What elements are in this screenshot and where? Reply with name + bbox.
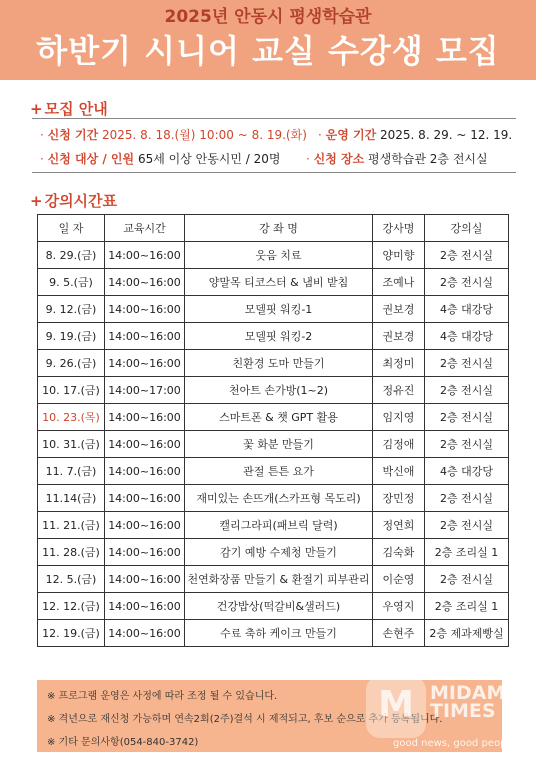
notice-line: ※ 프로그램 운영은 사정에 따라 조정 될 수 있습니다.: [47, 691, 278, 702]
cell-room: 2층 전시실: [425, 404, 509, 431]
cell-instructor: 정유진: [373, 377, 425, 404]
cell-date: 11. 21.(금): [38, 512, 105, 539]
plus-icon: +: [30, 192, 43, 210]
cell-time: 14:00~16:00: [105, 458, 185, 485]
cell-time: 14:00~16:00: [105, 269, 185, 296]
cell-course: 감기 예방 수제청 만들기: [185, 539, 373, 566]
header-banner: [0, 0, 536, 80]
schedule-section-title: + 강의시간표: [30, 192, 118, 210]
cell-time: 14:00~16:00: [105, 593, 185, 620]
recruit-divider-top: [32, 118, 516, 119]
target-label: 신청 대상 / 인원: [47, 152, 135, 166]
cell-date: 12. 19.(금): [38, 620, 105, 647]
cell-instructor: 우영지: [373, 593, 425, 620]
header-time: 교육시간: [105, 215, 185, 242]
cell-room: 4층 대강당: [425, 458, 509, 485]
header-instructor: 강사명: [373, 215, 425, 242]
place-info: · 신청 장소 평생학습관 2층 전시실: [306, 152, 488, 166]
cell-instructor: 정연희: [373, 512, 425, 539]
cell-room: 2층 전시실: [425, 512, 509, 539]
cell-instructor: 권보경: [373, 296, 425, 323]
cell-instructor: 손현주: [373, 620, 425, 647]
notice-line: ※ 기타 문의사항(054-840-3742): [47, 737, 199, 748]
period-label: 신청 기간: [47, 128, 99, 142]
cell-instructor: 임지영: [373, 404, 425, 431]
table-row: [38, 377, 509, 404]
table-row: [38, 269, 509, 296]
cell-course: 꽃 화분 만들기: [185, 431, 373, 458]
cell-date: 8. 29.(금): [38, 242, 105, 269]
table-row: [38, 593, 509, 620]
period-info: · 신청 기간 2025. 8. 18.(월) 10:00 ~ 8. 19.(화): [40, 128, 307, 142]
cell-room: 2층 전시실: [425, 242, 509, 269]
cell-date: 11.14(금): [38, 485, 105, 512]
cell-time: 14:00~16:00: [105, 350, 185, 377]
recruit-section-title: + 모집 안내: [30, 100, 108, 118]
ops-value: 2025. 8. 29. ~ 12. 19.: [380, 128, 513, 142]
cell-instructor: 김숙화: [373, 539, 425, 566]
cell-date: 10. 31.(금): [38, 431, 105, 458]
table-row: [38, 485, 509, 512]
cell-room: 4층 대강당: [425, 296, 509, 323]
cell-time: 14:00~16:00: [105, 620, 185, 647]
header-room: 강의실: [425, 215, 509, 242]
cell-room: 2층 전시실: [425, 485, 509, 512]
header-date: 일 자: [38, 215, 105, 242]
cell-course: 스마트폰 & 챗 GPT 활용: [185, 404, 373, 431]
cell-course: 양말목 티코스터 & 냄비 받침: [185, 269, 373, 296]
cell-instructor: 권보경: [373, 323, 425, 350]
table-row: [38, 323, 509, 350]
ops-label: 운영 기간: [325, 128, 377, 142]
cell-instructor: 장민정: [373, 485, 425, 512]
cell-time: 14:00~16:00: [105, 485, 185, 512]
cell-date: 9. 19.(금): [38, 323, 105, 350]
cell-time: 14:00~16:00: [105, 512, 185, 539]
watermark-tagline: good news, good people: [393, 738, 516, 749]
cell-room: 2층 전시실: [425, 431, 509, 458]
cell-room: 2층 조리실 1: [425, 593, 509, 620]
place-value: 평생학습관 2층 전시실: [368, 152, 488, 166]
cell-date: 9. 5.(금): [38, 269, 105, 296]
cell-room: 4층 대강당: [425, 323, 509, 350]
watermark-brand: MIDAM TIMES: [430, 682, 506, 722]
cell-date: 12. 5.(금): [38, 566, 105, 593]
cell-date: 10. 23.(목): [38, 404, 105, 431]
cell-course: 캘리그라피(패브릭 달력): [185, 512, 373, 539]
cell-time: 14:00~16:00: [105, 566, 185, 593]
table-row: [38, 620, 509, 647]
cell-date: 11. 28.(금): [38, 539, 105, 566]
table-row: [38, 539, 509, 566]
notice-line: ※ 격년으로 재신청 가능하며 연속2회(2주)결석 시 제적되고, 후보 순으로 추가 등록됩니다.: [47, 714, 443, 725]
cell-time: 14:00~17:00: [105, 377, 185, 404]
cell-room: 2층 전시실: [425, 350, 509, 377]
cell-course: 웃음 치료: [185, 242, 373, 269]
cell-course: 건강밥상(떡갈비&샐러드): [185, 593, 373, 620]
table-row: [38, 458, 509, 485]
cell-instructor: 조예나: [373, 269, 425, 296]
table-row: [38, 566, 509, 593]
schedule-table: [37, 214, 509, 647]
table-row: [38, 242, 509, 269]
table-row: [38, 431, 509, 458]
target-value: 65세 이상 안동시민 / 20명: [137, 152, 281, 166]
cell-course: 천연화장품 만들기 & 환절기 피부관리: [185, 566, 373, 593]
target-info: · 신청 대상 / 인원 65세 이상 안동시민 / 20명: [40, 152, 281, 166]
cell-instructor: 양미향: [373, 242, 425, 269]
ops-info: · 운영 기간 2025. 8. 29. ~ 12. 19.: [318, 128, 513, 142]
cell-date: 10. 17.(금): [38, 377, 105, 404]
cell-instructor: 이순영: [373, 566, 425, 593]
recruit-divider-bottom: [32, 172, 516, 173]
table-header-row: [38, 215, 509, 242]
cell-date: 9. 12.(금): [38, 296, 105, 323]
cell-room: 2층 제과제빵실: [425, 620, 509, 647]
cell-instructor: 최정미: [373, 350, 425, 377]
plus-icon: +: [30, 100, 43, 118]
watermark-logo: M: [366, 676, 426, 738]
table-row: [38, 350, 509, 377]
cell-room: 2층 조리실 1: [425, 539, 509, 566]
table-row: [38, 512, 509, 539]
period-value: 2025. 8. 18.(월) 10:00 ~ 8. 19.(화): [102, 128, 307, 142]
cell-course: 천아트 손가방(1~2): [185, 377, 373, 404]
cell-course: 모델핏 워킹-2: [185, 323, 373, 350]
table-row: [38, 404, 509, 431]
cell-time: 14:00~16:00: [105, 296, 185, 323]
cell-course: 수료 축하 케이크 만들기: [185, 620, 373, 647]
header-subtitle: 2025년 안동시 평생학습관: [164, 7, 372, 27]
cell-room: 2층 전시실: [425, 566, 509, 593]
table-row: [38, 296, 509, 323]
place-label: 신청 장소: [313, 152, 365, 166]
cell-course: 관절 튼튼 요가: [185, 458, 373, 485]
cell-course: 모델핏 워킹-1: [185, 296, 373, 323]
header-course: 강 좌 명: [185, 215, 373, 242]
cell-instructor: 김정애: [373, 431, 425, 458]
cell-course: 친환경 도마 만들기: [185, 350, 373, 377]
header-title: 하반기 시니어 교실 수강생 모집: [36, 32, 500, 70]
cell-time: 14:00~16:00: [105, 431, 185, 458]
cell-room: 2층 전시실: [425, 269, 509, 296]
cell-time: 14:00~16:00: [105, 539, 185, 566]
cell-date: 11. 7.(금): [38, 458, 105, 485]
cell-instructor: 박신애: [373, 458, 425, 485]
cell-course: 재미있는 손뜨개(스카프형 목도리): [185, 485, 373, 512]
cell-time: 14:00~16:00: [105, 242, 185, 269]
cell-room: 2층 전시실: [425, 377, 509, 404]
cell-time: 14:00~16:00: [105, 404, 185, 431]
cell-date: 12. 12.(금): [38, 593, 105, 620]
cell-date: 9. 26.(금): [38, 350, 105, 377]
cell-time: 14:00~16:00: [105, 323, 185, 350]
